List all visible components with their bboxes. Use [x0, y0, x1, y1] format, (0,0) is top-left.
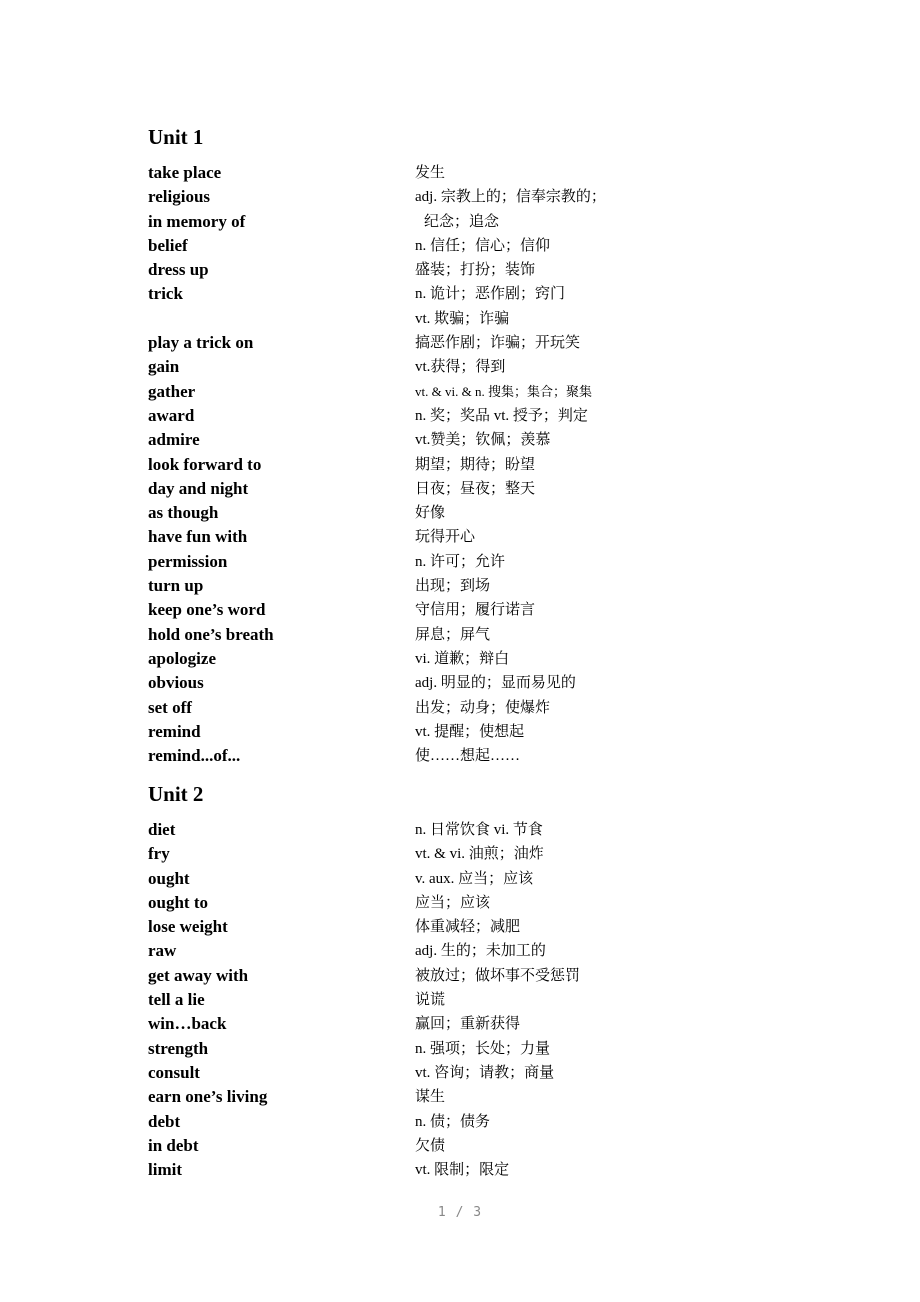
vocab-term: dress up	[148, 260, 209, 280]
vocab-row	[148, 1037, 788, 1061]
vocab-term: limit	[148, 1160, 182, 1180]
vocab-term: award	[148, 405, 195, 425]
vocab-definition: 玩得开心	[415, 529, 476, 546]
vocab-definition: n. 强项；长处；力量	[415, 1040, 551, 1057]
vocab-definition: vt. 欺骗；诈骗	[415, 310, 510, 327]
vocab-row	[148, 234, 788, 258]
vocab-row	[148, 696, 788, 720]
vocab-definition: v. aux. 应当；应该	[415, 870, 534, 887]
vocab-row	[148, 867, 788, 891]
vocab-definition: 日夜；昼夜；整天	[415, 480, 536, 497]
vocab-definition: 谋生	[415, 1089, 446, 1106]
vocab-row	[148, 258, 788, 282]
vocab-definition: 应当；应该	[415, 894, 491, 911]
vocab-term: in memory of	[148, 211, 246, 231]
vocab-term: take place	[148, 163, 222, 182]
vocab-row	[148, 842, 788, 866]
vocab-definition: 出发；动身；使爆炸	[415, 699, 551, 716]
vocab-definition: 期望；期待；盼望	[415, 456, 536, 473]
vocab-row	[148, 818, 788, 842]
vocab-term: set off	[148, 697, 192, 717]
vocab-row	[148, 915, 788, 939]
vocab-term: play a trick on	[148, 333, 254, 353]
vocab-definition: 纪念；追念	[424, 213, 500, 230]
unit-2-title: Unit 2	[148, 782, 204, 806]
vocab-term: belief	[148, 235, 188, 255]
vocab-definition: 搞恶作剧；诈骗；开玩笑	[415, 335, 581, 352]
vocab-row	[148, 988, 788, 1012]
vocab-term: trick	[148, 284, 183, 304]
vocab-row	[148, 185, 788, 209]
vocab-row	[148, 891, 788, 915]
vocab-term: debt	[148, 1111, 181, 1131]
vocab-definition: vt.获得；得到	[415, 359, 506, 376]
vocab-definition: 好像	[415, 505, 446, 522]
vocab-definition: adj. 生的；未加工的	[415, 943, 546, 960]
vocab-row	[148, 477, 788, 501]
vocab-definition: 守信用；履行诺言	[415, 602, 536, 619]
vocab-row	[148, 428, 788, 452]
vocab-definition: 发生	[415, 165, 446, 181]
vocab-term: keep one’s word	[148, 600, 266, 620]
vocab-term: apologize	[148, 648, 216, 668]
vocab-row	[148, 939, 788, 963]
vocab-definition: vt. 咨询；请教；商量	[415, 1064, 555, 1081]
vocab-term: ought	[148, 868, 190, 888]
vocab-row	[148, 307, 788, 331]
vocab-row	[148, 501, 788, 525]
page-indicator: 1 / 3	[437, 1205, 483, 1220]
vocab-term: raw	[148, 941, 177, 961]
vocab-definition: vi. 道歉；辩白	[415, 650, 510, 667]
vocab-row	[148, 1110, 788, 1134]
vocab-term: as though	[148, 503, 219, 523]
vocab-row	[148, 282, 788, 306]
vocab-term: gain	[148, 357, 180, 377]
vocab-term: diet	[148, 820, 176, 839]
vocab-definition: 屏息；屏气	[415, 626, 491, 643]
vocab-row	[148, 355, 788, 379]
vocab-term: fry	[148, 844, 170, 864]
vocab-term: day and night	[148, 478, 249, 498]
vocab-definition: 赢回；重新获得	[415, 1016, 521, 1033]
vocab-term: earn one’s living	[148, 1087, 268, 1107]
vocab-definition: vt. 限制；限定	[415, 1162, 510, 1179]
vocab-definition: 欠债	[415, 1137, 446, 1154]
vocab-row	[148, 744, 788, 768]
vocab-term: win…back	[148, 1014, 227, 1034]
vocab-definition: adj. 明显的；显而易见的	[415, 675, 576, 692]
vocab-row	[148, 404, 788, 428]
vocab-definition: vt.赞美；钦佩；羡慕	[415, 432, 551, 449]
vocab-definition: n. 许可；允许	[415, 553, 506, 570]
vocab-term: hold one’s breath	[148, 624, 274, 644]
vocab-term: remind...of...	[148, 746, 241, 766]
vocab-row	[148, 1061, 788, 1085]
vocab-row	[148, 623, 788, 647]
vocab-row	[148, 210, 788, 234]
vocab-term: turn up	[148, 576, 204, 596]
vocab-row	[148, 647, 788, 671]
vocab-row	[148, 574, 788, 598]
vocab-row	[148, 331, 788, 355]
vocab-row	[148, 380, 788, 404]
vocab-definition: vt. 提醒；使想起	[415, 723, 525, 740]
vocab-row	[148, 550, 788, 574]
vocab-definition: adj. 宗教上的；信奉宗教的；	[415, 189, 606, 206]
vocab-row	[148, 161, 788, 185]
vocab-row	[148, 1158, 788, 1182]
vocab-definition: n. 日常饮食 vi. 节食	[415, 822, 543, 838]
vocab-row	[148, 720, 788, 744]
vocab-definition: n. 债；债务	[415, 1113, 491, 1130]
vocab-definition: n. 诡计；恶作剧；窍门	[415, 286, 566, 303]
vocab-row	[148, 453, 788, 477]
vocab-definition: 说谎	[415, 992, 446, 1009]
vocab-row	[148, 598, 788, 622]
vocab-term: obvious	[148, 673, 204, 693]
vocab-term: in debt	[148, 1135, 199, 1155]
vocab-term: have fun with	[148, 527, 248, 547]
vocab-definition: vt. & vi. & n. 搜集；集合；聚集	[415, 383, 592, 399]
unit-1-vocabulary-list	[148, 161, 788, 768]
vocab-term: religious	[148, 187, 211, 207]
unit-1-title: Unit 1	[148, 125, 204, 149]
vocab-definition: 体重减轻；减肥	[415, 919, 521, 936]
vocab-term: consult	[148, 1062, 200, 1082]
vocab-row	[148, 525, 788, 549]
vocab-term: remind	[148, 721, 201, 741]
vocab-row	[148, 1012, 788, 1036]
vocab-row	[148, 1085, 788, 1109]
vocab-definition: 被放过；做坏事不受惩罚	[415, 967, 581, 984]
vocab-definition: 盛装；打扮；装饰	[415, 262, 536, 279]
vocab-row	[148, 671, 788, 695]
vocab-term: admire	[148, 430, 200, 450]
vocab-term: permission	[148, 551, 228, 571]
vocab-term: gather	[148, 381, 196, 401]
vocab-term: lose weight	[148, 917, 228, 937]
vocab-definition: 使……想起……	[415, 748, 521, 765]
vocab-definition: 出现；到场	[415, 578, 491, 595]
vocab-term: tell a lie	[148, 990, 205, 1010]
vocab-term: look forward to	[148, 454, 262, 474]
vocab-term: ought to	[148, 892, 208, 912]
unit-2-vocabulary-list	[148, 818, 788, 1182]
vocab-term: get away with	[148, 965, 249, 985]
vocab-row	[148, 964, 788, 988]
vocab-row	[148, 1134, 788, 1158]
vocab-term: strength	[148, 1038, 209, 1058]
vocab-definition: vt. & vi. 油煎；油炸	[415, 846, 544, 863]
vocab-definition: n. 信任；信心；信仰	[415, 237, 551, 254]
vocab-definition: n. 奖；奖品 vt. 授予；判定	[415, 407, 588, 424]
